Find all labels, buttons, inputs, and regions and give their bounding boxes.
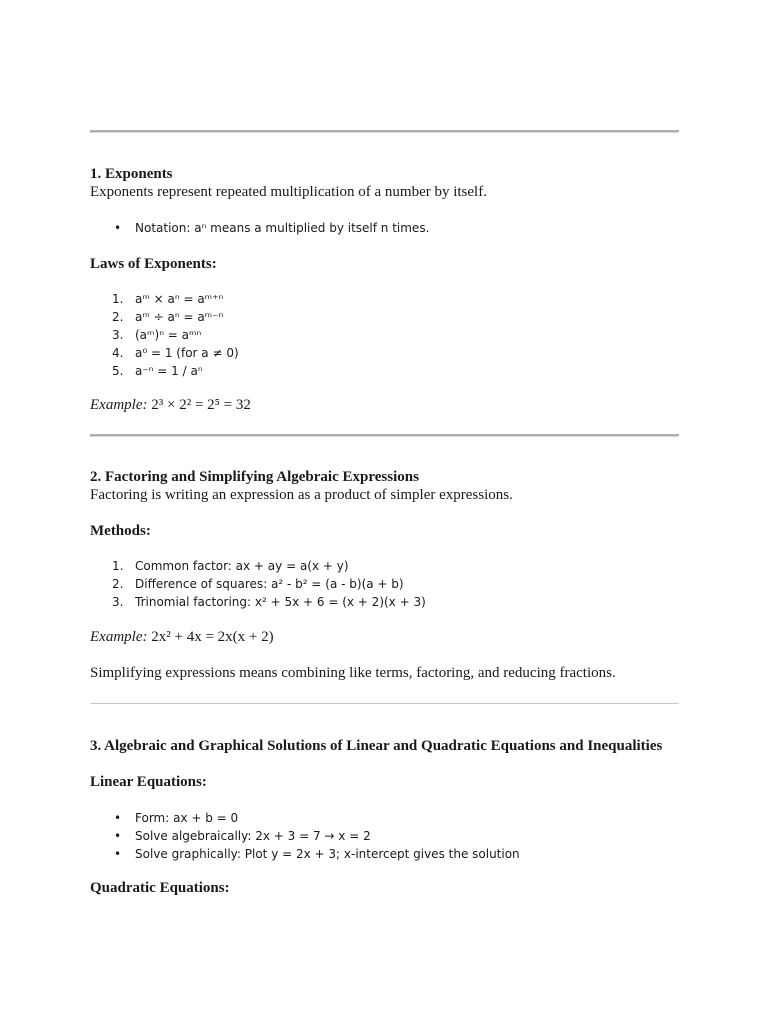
list-number: 3.: [112, 595, 124, 609]
exponents-example: [90, 397, 251, 414]
section-divider: [90, 130, 679, 133]
list-item: [90, 362, 239, 380]
list-item: • Notation: aⁿ means a multiplied by itself n times.: [90, 219, 429, 237]
list-number: 5.: [112, 364, 124, 378]
list-item: • Solve algebraically: 2x + 3 = 7 → x = 2: [90, 827, 520, 845]
list-number: 1.: [112, 559, 124, 573]
example-text: 2³ × 2² = 2⁵ = 32: [147, 397, 251, 413]
exponents-bullet-list: [90, 219, 429, 237]
list-text: aᵐ ÷ aⁿ = aᵐ⁻ⁿ: [135, 310, 224, 324]
list-text: a⁰ = 1 (for a ≠ 0): [135, 346, 239, 360]
linear-bullet-list: [90, 809, 520, 863]
example-text: 2x² + 4x = 2x(x + 2): [147, 629, 274, 645]
example-label: Example:: [90, 397, 148, 413]
section-heading-solutions: 3. Algebraic and Graphical Solutions of Linear and Quadratic Equations and Inequalities: [90, 738, 663, 754]
laws-list: [90, 290, 239, 380]
list-item: [90, 593, 426, 611]
list-item: [90, 308, 239, 326]
methods-heading: Methods:: [90, 523, 151, 539]
factoring-example: [90, 629, 274, 646]
list-number: 4.: [112, 346, 124, 360]
list-text: Trinomial factoring: x² + 5x + 6 = (x + 2)(x + 3): [135, 595, 426, 609]
section-heading-factoring: 2. Factoring and Simplifying Algebraic Expressions: [90, 469, 419, 485]
exponents-intro: Exponents represent repeated multiplication of a number by itself.: [90, 184, 487, 200]
list-text: aᵐ × aⁿ = aᵐ⁺ⁿ: [135, 292, 224, 306]
laws-heading: Laws of Exponents:: [90, 256, 217, 272]
simplify-paragraph: Simplifying expressions means combining like terms, factoring, and reducing fractions.: [90, 665, 616, 681]
list-number: 3.: [112, 328, 124, 342]
list-text: Common factor: ax + ay = a(x + y): [135, 559, 349, 573]
list-number: 2.: [112, 310, 124, 324]
quadratic-heading: Quadratic Equations:: [90, 880, 230, 896]
example-label: Example:: [90, 629, 148, 645]
linear-heading: Linear Equations:: [90, 774, 207, 790]
section-heading-exponents: 1. Exponents: [90, 166, 173, 182]
list-text: a⁻ⁿ = 1 / aⁿ: [135, 364, 203, 378]
section-divider: [90, 434, 679, 437]
methods-list: [90, 557, 426, 611]
section-divider: [90, 703, 679, 704]
list-item: [90, 326, 239, 344]
list-number: 1.: [112, 292, 124, 306]
list-item: • Solve graphically: Plot y = 2x + 3; x-intercept gives the solution: [90, 845, 520, 863]
list-item: [90, 557, 426, 575]
factoring-intro: Factoring is writing an expression as a product of simpler expressions.: [90, 487, 513, 503]
list-text: Difference of squares: a² - b² = (a - b)(a + b): [135, 577, 404, 591]
list-text: (aᵐ)ⁿ = aᵐⁿ: [135, 328, 202, 342]
list-item: • Form: ax + b = 0: [90, 809, 520, 827]
list-item: [90, 344, 239, 362]
list-item: [90, 290, 239, 308]
list-number: 2.: [112, 577, 124, 591]
list-item: [90, 575, 426, 593]
